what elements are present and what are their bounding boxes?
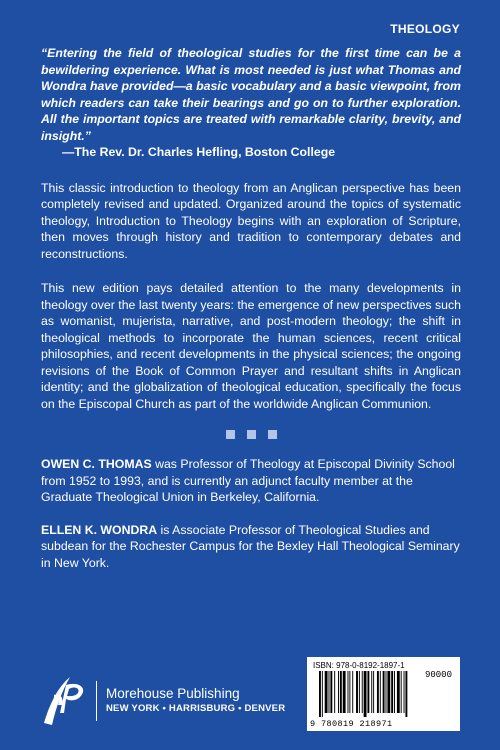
barcode-bar (329, 671, 330, 713)
publisher-block (40, 673, 285, 729)
barcode-bar (349, 671, 350, 713)
section-divider (41, 430, 461, 440)
category-label: THEOLOGY (390, 22, 460, 36)
barcode-bar (330, 671, 332, 713)
author-bio-text: is Associate Professor of Theological Studies and subdean for the Rochester Campus for the Bexley Hall Theological Seminary in New York. (41, 522, 460, 570)
endorsement-quote: “Entering the field of theological studies for the first time can be a bewildering experience. What is most needed is just what Thomas and Wondra have provided—a basic vocabulary and a basic viewpoint, from which readers can take their bearings and go on to further exploration. All the important topics are treated with remarkable clarity, brevity, and insight.” (41, 46, 461, 143)
barcode-bar (383, 671, 385, 713)
publisher-name: Morehouse Publishing (106, 686, 240, 701)
barcode-bar (319, 671, 321, 717)
barcode-bar (367, 671, 369, 713)
barcode-bar (352, 671, 353, 713)
barcode-bar (371, 671, 372, 713)
isbn-text: ISBN: 978-0-8192-1897-1 (313, 661, 405, 670)
quote-attribution: —The Rev. Dr. Charles Hefling, Boston College (62, 145, 336, 159)
barcode-bar (404, 671, 405, 713)
mp-logo-icon (40, 673, 90, 729)
description-paragraph-2: This new edition pays detailed attention to the many developments in theology over the last twenty years: the emergence of new perspectives such as womanist, mujerista, narrative, and post-modern theology; the shift in theological methods to incorporate the human sciences, recent critical philosophies, and recent developments in the physical sciences; the ongoing revisions of the Book of Common Prayer and resultant shifts in Anglican identity; and the globalization of theological education, specifically the focus on the Episcopal Church as part of the worldwide Anglican Communion. (41, 281, 461, 411)
barcode-bar (343, 671, 346, 713)
barcode-bar (401, 671, 402, 713)
barcode-bar (348, 671, 349, 713)
divider-square (268, 430, 277, 439)
divider-square (247, 430, 256, 439)
barcode-bar (325, 671, 328, 713)
barcode-icon (317, 671, 447, 717)
barcode-bar (364, 671, 367, 717)
publisher-cities: NEW YORK • HARRISBURG • DENVER (106, 703, 286, 714)
barcode-bar (338, 671, 339, 713)
barcode-bar (386, 671, 387, 713)
barcode-bar (334, 671, 335, 713)
author-bio-wondra (41, 522, 461, 572)
cover-text (41, 45, 461, 571)
barcode-bar (373, 671, 374, 713)
publisher-separator (96, 681, 97, 721)
barcode-bar (362, 671, 363, 713)
author-bio-thomas (41, 456, 461, 506)
author-name: OWEN C. THOMAS (41, 457, 152, 471)
author-bio-text: was Professor of Theology at Episcopal Divinity School from 1952 to 1993, and is currently an adjunct faculty member at the Graduate Theological Union in Berkeley, California. (41, 457, 455, 504)
barcode-bar (405, 671, 407, 717)
barcode-bar (387, 671, 390, 713)
barcode-bar (377, 671, 379, 713)
barcode-bar (356, 671, 358, 713)
description-paragraph-1: This classic introduction to theology from an Anglican perspective has been completely revised and updated. Organized around the topics of systematic theology, Introduction to Theology begins with an exploration of Scripture, then moves through history and tradition to contemporary debates and reconstructions. (41, 180, 461, 261)
barcode-box (307, 657, 460, 731)
barcode-bar (394, 671, 395, 713)
barcode-bar (322, 671, 323, 717)
price-code: 90000 (424, 670, 452, 680)
barcode-bar (397, 671, 400, 713)
barcode-bar (340, 671, 342, 713)
barcode-bar (391, 671, 393, 713)
divider-square (226, 430, 235, 439)
barcode-digits: 9 780819 218971 (310, 719, 393, 729)
publisher-text (106, 686, 285, 716)
barcode-bar (380, 671, 381, 713)
author-name: ELLEN K. WONDRA (41, 522, 158, 537)
barcode-bar (359, 671, 360, 713)
